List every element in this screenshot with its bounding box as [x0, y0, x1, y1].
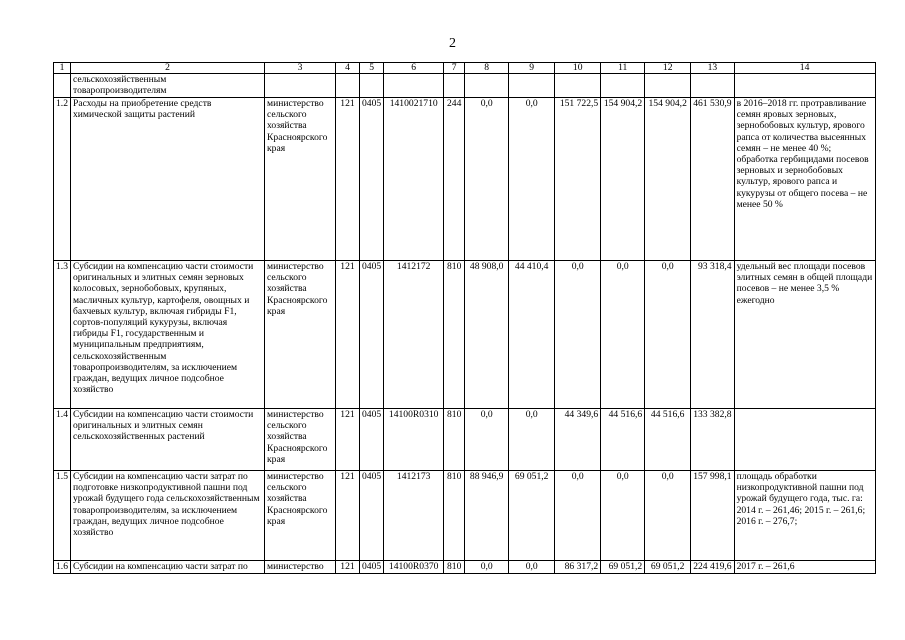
row-value-col9	[509, 74, 555, 98]
header-cell: 7	[444, 63, 465, 74]
row-code-type	[444, 74, 465, 98]
row-code-type: 810	[444, 471, 465, 561]
row-code-section: 0405	[360, 471, 384, 561]
table-row	[54, 409, 876, 471]
row-value-col9: 69 051,2	[509, 471, 555, 561]
row-number: 1.5	[54, 471, 71, 561]
row-value-col8	[465, 74, 509, 98]
row-number: 1.6	[54, 561, 71, 574]
table-row	[54, 74, 876, 98]
row-code-target: 1410021710	[384, 98, 444, 261]
row-code-type: 244	[444, 98, 465, 261]
row-code-target: 14100R0310	[384, 409, 444, 471]
row-value-col11: 44 516,6	[601, 409, 645, 471]
row-result	[734, 74, 875, 98]
row-name: Субсидии на компенсацию части затрат по	[71, 561, 265, 574]
row-value-col8: 88 946,9	[465, 471, 509, 561]
row-ministry: министерство сельского хозяйства Красноярского края	[265, 98, 336, 261]
row-code-target: 14100R0370	[384, 561, 444, 574]
row-ministry: министерство сельского хозяйства Красноярского края	[265, 261, 336, 409]
header-cell: 5	[360, 63, 384, 74]
header-cell: 8	[465, 63, 509, 74]
row-value-col8: 0,0	[465, 409, 509, 471]
row-result	[734, 409, 875, 471]
row-name: Субсидии на компенсацию части стоимости оригинальных и элитных семян зерновых колосовых, зернобобовых, крупяных, масличных культур, картофеля, овощных и бахчевых культур, включая гибриды F1, сортов-популяций кукурузы, включая гибриды F1, государственным и муниципальным предприятиям, сельскохозяйственным товаропроизводителям, за исключением граждан, ведущих личное подсобное хозяйство	[71, 261, 265, 409]
row-value-col9: 0,0	[509, 98, 555, 261]
row-value-col11: 0,0	[601, 261, 645, 409]
row-name: Субсидии на компенсацию части затрат по подготовке низкопродуктивной пашни под урожай будущего года сельскохозяйственным товаропроизводителям, за исключением граждан, ведущих личное подсобное хозяйство	[71, 471, 265, 561]
table-row	[54, 98, 876, 261]
row-code-section: 0405	[360, 561, 384, 574]
header-cell: 11	[601, 63, 645, 74]
row-value-col13: 461 530,9	[691, 98, 734, 261]
program-table	[53, 62, 876, 574]
row-code-section: 0405	[360, 98, 384, 261]
row-result: удельный вес площади посевов элитных семян в общей площади посевов – не менее 3,5 % ежегодно	[734, 261, 875, 409]
row-number: 1.2	[54, 98, 71, 261]
row-code-section: 0405	[360, 261, 384, 409]
row-code-type: 810	[444, 561, 465, 574]
row-value-col10	[555, 74, 601, 98]
row-number	[54, 74, 71, 98]
row-name: Субсидии на компенсацию части стоимости оригинальных и элитных семян сельскохозяйственных растений	[71, 409, 265, 471]
header-cell: 14	[734, 63, 875, 74]
row-value-col12: 44 516,6	[645, 409, 691, 471]
row-value-col10: 0,0	[555, 261, 601, 409]
header-cell: 12	[645, 63, 691, 74]
row-code-type: 810	[444, 409, 465, 471]
row-value-col10: 151 722,5	[555, 98, 601, 261]
row-value-col10: 44 349,6	[555, 409, 601, 471]
row-value-col9: 44 410,4	[509, 261, 555, 409]
row-value-col13: 224 419,6	[691, 561, 734, 574]
row-code-target: 1412173	[384, 471, 444, 561]
row-value-col12: 154 904,2	[645, 98, 691, 261]
header-cell: 10	[555, 63, 601, 74]
row-ministry	[265, 74, 336, 98]
row-value-col11: 69 051,2	[601, 561, 645, 574]
row-ministry: министерство сельского хозяйства Красноярского края	[265, 409, 336, 471]
row-code-section	[360, 74, 384, 98]
row-value-col13: 157 998,1	[691, 471, 734, 561]
row-code-gr: 121	[336, 98, 360, 261]
row-number: 1.4	[54, 409, 71, 471]
row-value-col10: 0,0	[555, 471, 601, 561]
row-number: 1.3	[54, 261, 71, 409]
table-row	[54, 561, 876, 574]
header-row	[54, 63, 876, 74]
header-cell: 13	[691, 63, 734, 74]
row-value-col13	[691, 74, 734, 98]
table-row	[54, 261, 876, 409]
row-value-col8: 48 908,0	[465, 261, 509, 409]
row-ministry: министерство сельского хозяйства Красноярского края	[265, 471, 336, 561]
row-value-col13: 93 318,4	[691, 261, 734, 409]
row-value-col12: 0,0	[645, 471, 691, 561]
row-code-gr: 121	[336, 261, 360, 409]
row-name: Расходы на приобретение средств химической защиты растений	[71, 98, 265, 261]
header-cell: 2	[71, 63, 265, 74]
page-number: 2	[449, 36, 456, 51]
row-code-type: 810	[444, 261, 465, 409]
row-result: в 2016–2018 гг. протравливание семян яровых зерновых, зернобобовых культур, ярового рапса от количества высеянных семян – не менее 40 %; обработка гербицидами посевов зерновых и зернобобовых культур, ярового рапса и кукурузы от общего посева – не менее 50 %	[734, 98, 875, 261]
row-value-col8: 0,0	[465, 561, 509, 574]
row-value-col9: 0,0	[509, 561, 555, 574]
row-value-col13: 133 382,8	[691, 409, 734, 471]
row-value-col10: 86 317,2	[555, 561, 601, 574]
row-result: 2017 г. – 261,6	[734, 561, 875, 574]
row-code-gr: 121	[336, 409, 360, 471]
row-code-section: 0405	[360, 409, 384, 471]
header-cell: 1	[54, 63, 71, 74]
row-ministry: министерство	[265, 561, 336, 574]
row-value-col12	[645, 74, 691, 98]
header-cell: 4	[336, 63, 360, 74]
row-value-col8: 0,0	[465, 98, 509, 261]
row-value-col9: 0,0	[509, 409, 555, 471]
row-value-col11: 154 904,2	[601, 98, 645, 261]
row-name: сельскохозяйственным товаропроизводителям	[71, 74, 265, 98]
row-code-gr: 121	[336, 561, 360, 574]
row-value-col12: 0,0	[645, 261, 691, 409]
table-row	[54, 471, 876, 561]
row-value-col12: 69 051,2	[645, 561, 691, 574]
header-cell: 9	[509, 63, 555, 74]
row-value-col11	[601, 74, 645, 98]
row-result: площадь обработки низкопродуктивной пашни под урожай будущего года, тыс. га: 2014 г. – 261,46; 2015 г. – 261,6; 2016 г. – 276,7;	[734, 471, 875, 561]
row-code-target	[384, 74, 444, 98]
header-cell: 3	[265, 63, 336, 74]
row-value-col11: 0,0	[601, 471, 645, 561]
row-code-gr: 121	[336, 471, 360, 561]
row-code-gr	[336, 74, 360, 98]
row-code-target: 1412172	[384, 261, 444, 409]
header-cell: 6	[384, 63, 444, 74]
